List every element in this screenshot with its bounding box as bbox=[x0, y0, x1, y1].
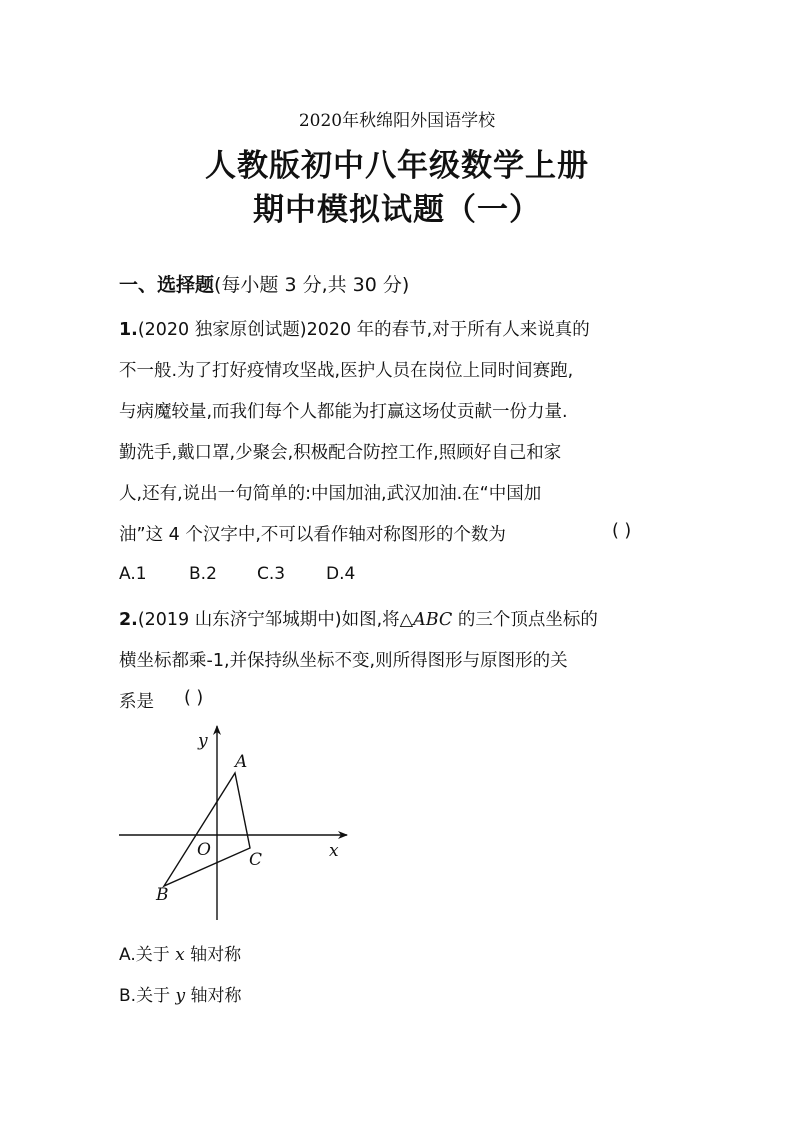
q2-answer-paren: ( ) bbox=[184, 688, 204, 708]
q2-line2: 横坐标都乘-1,并保持纵坐标不变,则所得图形与原图形的关 bbox=[119, 651, 568, 671]
q1-option-a: A.1 bbox=[119, 564, 147, 584]
q1-answer-paren: ( ) bbox=[612, 521, 632, 541]
coordinate-figure bbox=[119, 722, 359, 927]
triangle-abc bbox=[164, 773, 250, 886]
section-heading bbox=[119, 270, 409, 297]
school-name: 2020年秋绵阳外国语学校 bbox=[298, 111, 496, 131]
q2-option-b bbox=[119, 981, 242, 1006]
q1-line3: 与病魔较量,而我们每个人都能为打赢这场仗贡献一份力量. bbox=[119, 402, 568, 422]
exam-title-line2: 期中模拟试题（一） bbox=[253, 192, 541, 228]
q2-option-b-pre: B.关于 bbox=[119, 986, 176, 1006]
q1-number: 1. bbox=[119, 320, 138, 340]
q2-option-b-var: y bbox=[175, 986, 186, 1006]
point-a-label: A bbox=[235, 752, 248, 772]
q1-option-b: B.2 bbox=[189, 564, 217, 584]
q1-text-1: (2020 独家原创试题)2020 年的春节,对于所有人来说真的 bbox=[137, 320, 590, 340]
section-title: 一、选择题 bbox=[119, 274, 215, 296]
q2-option-a bbox=[119, 940, 241, 965]
q1-line2: 不一般.为了打好疫情攻坚战,医护人员在岗位上同时间赛跑, bbox=[119, 361, 574, 381]
section-note: (每小题 3 分,共 30 分) bbox=[214, 274, 410, 296]
q1-option-d: D.4 bbox=[326, 564, 356, 584]
x-axis-label: x bbox=[329, 841, 339, 861]
point-b-label: B bbox=[156, 885, 169, 905]
origin-label: O bbox=[197, 840, 211, 860]
q2-text-1b: 的三个顶点坐标的 bbox=[452, 610, 598, 630]
q2-text-1a: (2019 山东济宁邹城期中)如图,将△ bbox=[137, 610, 414, 630]
q1-line4: 勤洗手,戴口罩,少聚会,积极配合防控工作,照顾好自己和家 bbox=[119, 443, 562, 463]
q2-option-a-var: x bbox=[175, 945, 185, 965]
q1-option-c: C.3 bbox=[257, 564, 286, 584]
point-c-label: C bbox=[249, 850, 263, 870]
q2-option-a-post: 轴对称 bbox=[184, 945, 242, 965]
q2-line1 bbox=[119, 606, 598, 631]
q2-triangle-name: ABC bbox=[413, 610, 453, 630]
q2-line3: 系是 bbox=[119, 692, 154, 712]
q2-option-a-pre: A.关于 bbox=[119, 945, 176, 965]
y-axis-label: y bbox=[198, 731, 208, 751]
q2-option-b-post: 轴对称 bbox=[185, 986, 242, 1006]
q1-line1 bbox=[119, 316, 590, 341]
exam-title-line1: 人教版初中八年级数学上册 bbox=[205, 148, 589, 184]
q1-line5: 人,还有,说出一句简单的:中国加油,武汉加油.在“中国加 bbox=[119, 484, 542, 504]
q2-number: 2. bbox=[119, 610, 138, 630]
q1-line6: 油”这 4 个汉字中,不可以看作轴对称图形的个数为 bbox=[119, 525, 506, 545]
